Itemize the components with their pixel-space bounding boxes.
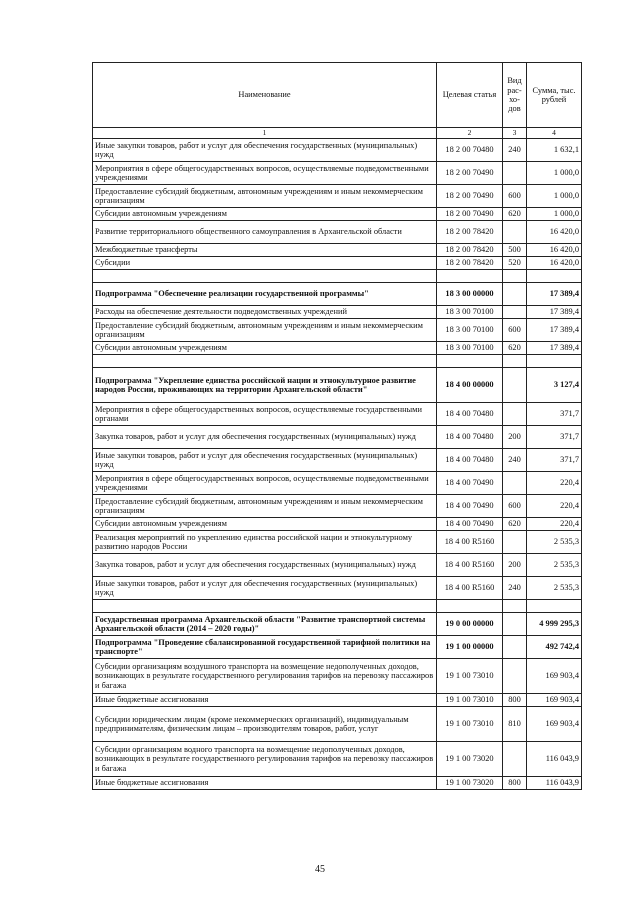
cell-expense-type (503, 162, 527, 185)
cell-name (93, 270, 437, 283)
cell-target-code: 18 2 00 70490 (437, 162, 503, 185)
cell-target-code: 18 4 00 70480 (437, 403, 503, 426)
table-row (93, 283, 582, 306)
table-row (93, 472, 582, 495)
cell-amount: 2 535,3 (527, 577, 582, 600)
cell-target-code: 19 1 00 73010 (437, 659, 503, 694)
cell-expense-type: 800 (503, 694, 527, 707)
table-row (93, 426, 582, 449)
cell-expense-type: 200 (503, 426, 527, 449)
table-row (93, 244, 582, 257)
cell-name: Межбюджетные трансферты (93, 244, 437, 257)
cell-expense-type (503, 659, 527, 694)
cell-target-code: 18 4 00 70480 (437, 426, 503, 449)
cell-expense-type (503, 742, 527, 777)
cell-expense-type: 520 (503, 257, 527, 270)
cell-amount: 16 420,0 (527, 244, 582, 257)
table-row (93, 342, 582, 355)
cell-expense-type (503, 636, 527, 659)
cell-target-code: 19 1 00 73020 (437, 777, 503, 790)
cell-name: Иные бюджетные ассигнования (93, 777, 437, 790)
cell-amount: 16 420,0 (527, 257, 582, 270)
cell-name: Предоставление субсидий бюджетным, автономным учреждениям и иным некоммерческим организациям (93, 185, 437, 208)
table-row (93, 518, 582, 531)
cell-expense-type: 620 (503, 342, 527, 355)
cell-expense-type (503, 368, 527, 403)
cell-amount (527, 600, 582, 613)
cell-target-code: 18 3 00 70100 (437, 306, 503, 319)
cell-amount: 3 127,4 (527, 368, 582, 403)
cell-amount: 371,7 (527, 449, 582, 472)
cell-target-code: 18 2 00 78420 (437, 257, 503, 270)
cell-name: Мероприятия в сфере общегосударственных вопросов, осуществляемые подведомственными учреждениями (93, 162, 437, 185)
cell-name: Закупка товаров, работ и услуг для обеспечения государственных (муниципальных) нужд (93, 426, 437, 449)
cell-name: Мероприятия в сфере общегосударственных вопросов, осуществляемые государственными органами (93, 403, 437, 426)
cell-target-code: 18 4 00 70490 (437, 472, 503, 495)
cell-amount: 371,7 (527, 403, 582, 426)
table-row (93, 221, 582, 244)
cell-expense-type (503, 355, 527, 368)
column-number: 4 (527, 128, 582, 139)
cell-name (93, 600, 437, 613)
cell-name: Государственная программа Архангельской области "Развитие транспортной системы Архангельской области (2014 – 2020 годы)" (93, 613, 437, 636)
cell-target-code (437, 600, 503, 613)
cell-name: Реализация мероприятий по укреплению единства российской нации и этнокультурному развитию народов России (93, 531, 437, 554)
cell-amount: 1 000,0 (527, 162, 582, 185)
cell-expense-type: 500 (503, 244, 527, 257)
cell-expense-type (503, 600, 527, 613)
cell-expense-type: 620 (503, 208, 527, 221)
cell-expense-type: 240 (503, 449, 527, 472)
cell-amount: 2 535,3 (527, 531, 582, 554)
cell-expense-type: 200 (503, 554, 527, 577)
cell-name: Иные закупки товаров, работ и услуг для обеспечения государственных (муниципальных) нужд (93, 139, 437, 162)
header-type: Вид рас-хо-дов (503, 63, 527, 128)
table-row (93, 531, 582, 554)
cell-expense-type: 620 (503, 518, 527, 531)
cell-target-code: 18 4 00 70490 (437, 518, 503, 531)
cell-target-code: 18 2 00 70490 (437, 208, 503, 221)
cell-target-code: 18 2 00 78420 (437, 221, 503, 244)
page-number: 45 (315, 864, 325, 875)
cell-amount: 1 000,0 (527, 185, 582, 208)
cell-name: Субсидии автономным учреждениям (93, 208, 437, 221)
table-row (93, 208, 582, 221)
cell-expense-type: 600 (503, 185, 527, 208)
cell-name: Предоставление субсидий бюджетным, автономным учреждениям и иным некоммерческим организациям (93, 495, 437, 518)
cell-target-code: 18 4 00 R5160 (437, 554, 503, 577)
cell-amount: 17 389,4 (527, 319, 582, 342)
header-code: Целевая статья (437, 63, 503, 128)
table-header-row (93, 63, 582, 128)
cell-expense-type (503, 283, 527, 306)
cell-target-code: 19 0 00 00000 (437, 613, 503, 636)
cell-target-code (437, 355, 503, 368)
cell-target-code: 19 1 00 00000 (437, 636, 503, 659)
column-number: 2 (437, 128, 503, 139)
spacer-row (93, 270, 582, 283)
cell-expense-type: 800 (503, 777, 527, 790)
table-row (93, 319, 582, 342)
cell-name: Субсидии юридическим лицам (кроме некоммерческих организаций), индивидуальным предпринимателям, физическим лицам – производителям товаров, работ, услуг (93, 707, 437, 742)
budget-table (92, 62, 582, 790)
cell-name: Подпрограмма "Проведение сбалансированной государственной тарифной политики на транспорте" (93, 636, 437, 659)
cell-amount: 220,4 (527, 472, 582, 495)
cell-name: Иные бюджетные ассигнования (93, 694, 437, 707)
cell-expense-type: 240 (503, 577, 527, 600)
cell-amount: 116 043,9 (527, 742, 582, 777)
cell-name: Расходы на обеспечение деятельности подведомственных учреждений (93, 306, 437, 319)
table-row (93, 707, 582, 742)
column-number-row (93, 128, 582, 139)
cell-amount: 17 389,4 (527, 342, 582, 355)
cell-target-code: 18 4 00 R5160 (437, 577, 503, 600)
table-row (93, 257, 582, 270)
cell-name: Закупка товаров, работ и услуг для обеспечения государственных (муниципальных) нужд (93, 554, 437, 577)
cell-amount: 220,4 (527, 495, 582, 518)
table-row (93, 306, 582, 319)
cell-amount (527, 355, 582, 368)
cell-amount: 492 742,4 (527, 636, 582, 659)
cell-target-code (437, 270, 503, 283)
cell-expense-type (503, 270, 527, 283)
spacer-row (93, 355, 582, 368)
cell-expense-type (503, 403, 527, 426)
cell-name: Иные закупки товаров, работ и услуг для обеспечения государственных (муниципальных) нужд (93, 577, 437, 600)
table-row (93, 139, 582, 162)
table-row (93, 449, 582, 472)
cell-target-code: 18 4 00 70480 (437, 449, 503, 472)
table-row (93, 659, 582, 694)
cell-target-code: 18 2 00 78420 (437, 244, 503, 257)
table-row (93, 694, 582, 707)
column-number: 1 (93, 128, 437, 139)
cell-target-code: 18 3 00 00000 (437, 283, 503, 306)
cell-amount: 371,7 (527, 426, 582, 449)
table-row (93, 162, 582, 185)
cell-name (93, 355, 437, 368)
cell-expense-type: 600 (503, 495, 527, 518)
table-row (93, 403, 582, 426)
cell-amount: 1 000,0 (527, 208, 582, 221)
cell-name: Мероприятия в сфере общегосударственных вопросов, осуществляемые подведомственными учреждениями (93, 472, 437, 495)
table-row (93, 368, 582, 403)
cell-target-code: 19 1 00 73010 (437, 694, 503, 707)
table-row (93, 185, 582, 208)
table-row (93, 577, 582, 600)
cell-target-code: 18 2 00 70490 (437, 185, 503, 208)
cell-amount: 16 420,0 (527, 221, 582, 244)
spacer-row (93, 600, 582, 613)
cell-name: Субсидии автономным учреждениям (93, 518, 437, 531)
cell-target-code: 18 3 00 70100 (437, 319, 503, 342)
cell-expense-type: 810 (503, 707, 527, 742)
cell-target-code: 18 4 00 70490 (437, 495, 503, 518)
cell-expense-type (503, 472, 527, 495)
header-name: Наименование (93, 63, 437, 128)
cell-amount: 17 389,4 (527, 306, 582, 319)
column-number: 3 (503, 128, 527, 139)
cell-name: Предоставление субсидий бюджетным, автономным учреждениям и иным некоммерческим организациям (93, 319, 437, 342)
cell-amount: 17 389,4 (527, 283, 582, 306)
cell-target-code: 18 3 00 70100 (437, 342, 503, 355)
cell-name: Подпрограмма "Обеспечение реализации государственной программы" (93, 283, 437, 306)
cell-expense-type (503, 613, 527, 636)
cell-target-code: 18 4 00 00000 (437, 368, 503, 403)
table-row (93, 742, 582, 777)
cell-name: Субсидии (93, 257, 437, 270)
cell-expense-type (503, 221, 527, 244)
cell-target-code: 18 2 00 70480 (437, 139, 503, 162)
cell-amount: 116 043,9 (527, 777, 582, 790)
cell-name: Подпрограмма "Укрепление единства российской нации и этнокультурное развитие народов России, проживающих на территории Архангельской области" (93, 368, 437, 403)
cell-amount: 169 903,4 (527, 659, 582, 694)
table-row (93, 495, 582, 518)
cell-target-code: 18 4 00 R5160 (437, 531, 503, 554)
cell-name: Субсидии организациям воздушного транспорта на возмещение недополученных доходов, возникающих в результате государственного регулирования тарифов на перевозку пассажиров и багажа (93, 659, 437, 694)
cell-amount: 2 535,3 (527, 554, 582, 577)
cell-expense-type: 240 (503, 139, 527, 162)
cell-amount: 169 903,4 (527, 694, 582, 707)
table-row (93, 613, 582, 636)
table-row (93, 636, 582, 659)
cell-name: Иные закупки товаров, работ и услуг для обеспечения государственных (муниципальных) нужд (93, 449, 437, 472)
cell-expense-type (503, 531, 527, 554)
cell-target-code: 19 1 00 73020 (437, 742, 503, 777)
table-row (93, 554, 582, 577)
cell-target-code: 19 1 00 73010 (437, 707, 503, 742)
cell-amount: 220,4 (527, 518, 582, 531)
cell-amount: 169 903,4 (527, 707, 582, 742)
cell-amount (527, 270, 582, 283)
header-sum: Сумма, тыс. рублей (527, 63, 582, 128)
cell-amount: 4 999 295,3 (527, 613, 582, 636)
cell-amount: 1 632,1 (527, 139, 582, 162)
cell-expense-type (503, 306, 527, 319)
cell-name: Субсидии автономным учреждениям (93, 342, 437, 355)
cell-expense-type: 600 (503, 319, 527, 342)
table-row (93, 777, 582, 790)
cell-name: Субсидии организациям водного транспорта на возмещение недополученных доходов, возникающих в результате государственного регулирования тарифов на перевозку пассажиров и багажа (93, 742, 437, 777)
cell-name: Развитие территориального общественного самоуправления в Архангельской области (93, 221, 437, 244)
